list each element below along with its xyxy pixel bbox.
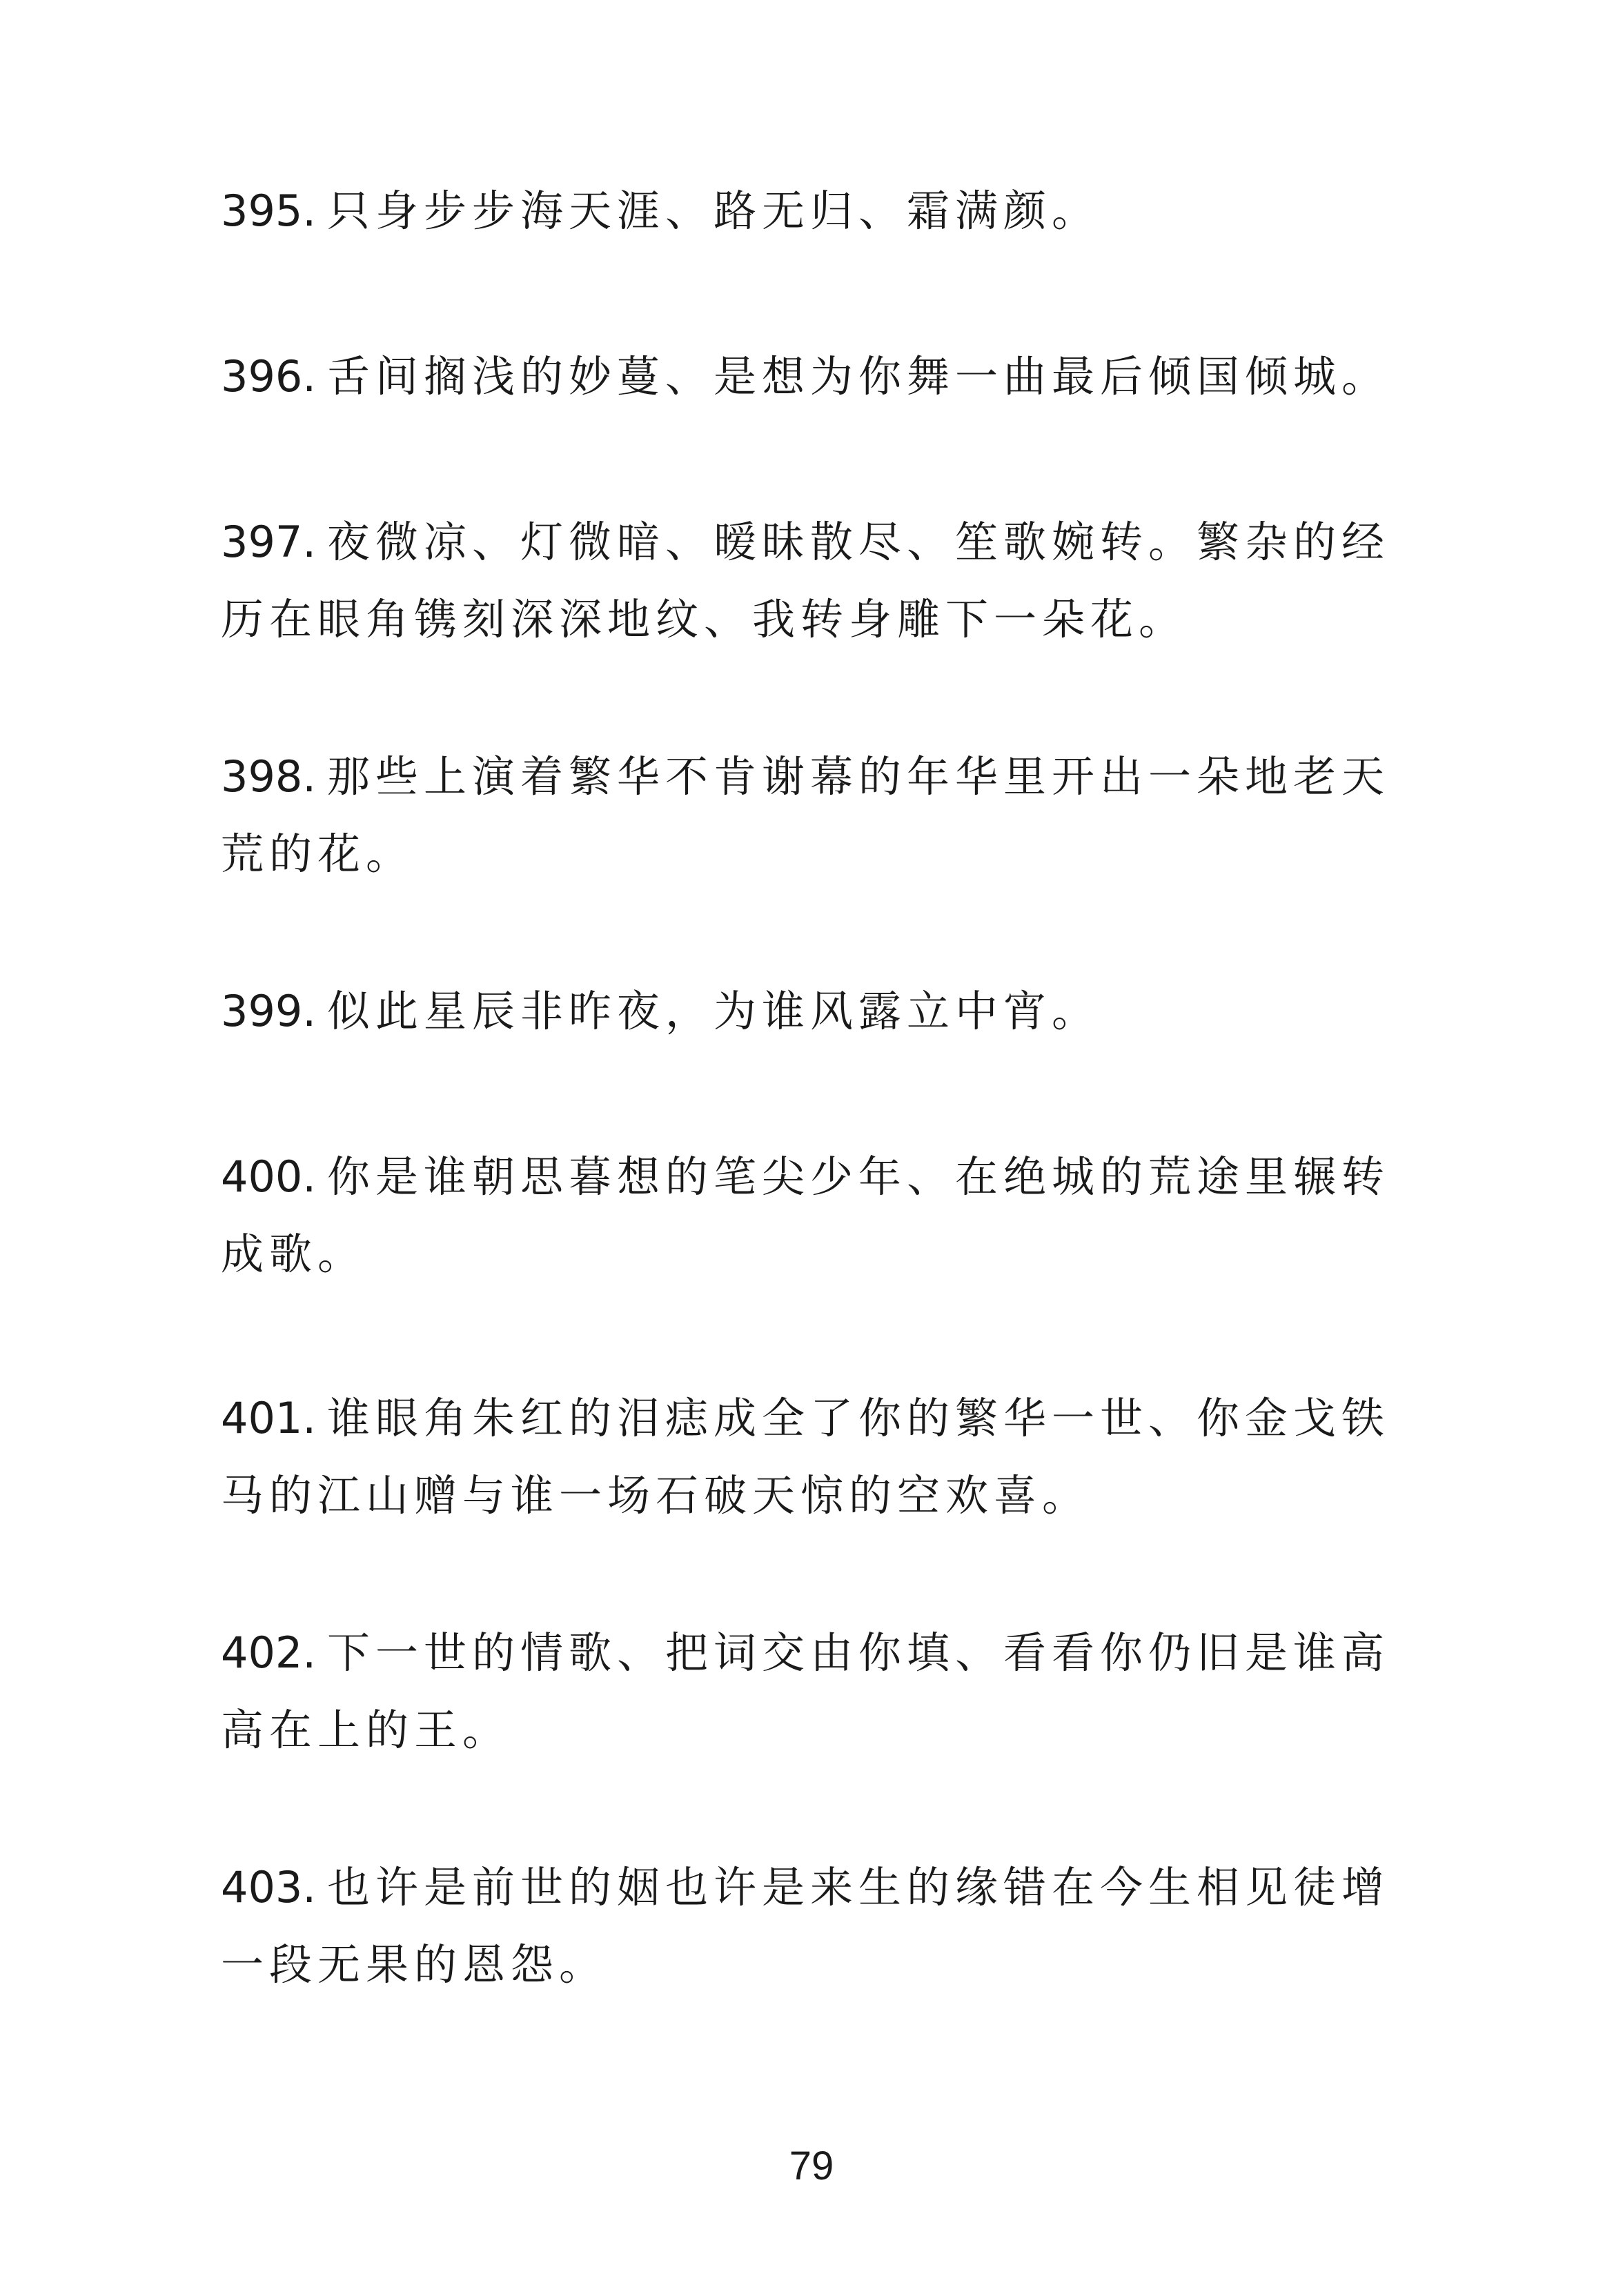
entry-number: 400. [221,1151,317,1202]
entry-text: 舌间搁浅的妙蔓、是想为你舞一曲最后倾国倾城。 [327,351,1390,402]
entry-400 [221,1138,1435,1293]
entry-number: 397. [221,517,317,567]
entry-399 [221,973,1435,1050]
entry-text: 下一世的情歌、把词交由你填、看看你仍旧是谁高高在上的王。 [221,1627,1390,1755]
entry-text: 谁眼角朱红的泪痣成全了你的繁华一世、你金戈铁马的江山赠与谁一场石破天惊的空欢喜。 [221,1393,1390,1521]
entry-396 [221,338,1435,415]
entry-text: 也许是前世的姻也许是来生的缘错在今生相见徒增一段无果的恩怨。 [221,1862,1390,1990]
entry-number: 399. [221,986,317,1036]
entry-398 [221,738,1435,893]
entry-number: 401. [221,1393,317,1443]
entry-403 [221,1849,1435,2003]
entry-text: 夜微凉、灯微暗、暧昧散尽、笙歌婉转。繁杂的经历在眼角镌刻深深地纹、我转身雕下一朵花。 [221,517,1390,644]
entry-text: 只身步步海天涯、路无归、霜满颜。 [327,186,1101,236]
entry-397 [221,504,1435,658]
entry-402 [221,1614,1435,1769]
entry-number: 403. [221,1862,317,1912]
page-number: 79 [789,2144,834,2188]
entry-text: 似此星辰非昨夜，为谁风露立中宵。 [327,986,1101,1036]
entry-number: 402. [221,1627,317,1678]
entry-text: 你是谁朝思暮想的笔尖少年、在绝城的荒途里辗转成歌。 [221,1151,1390,1279]
entry-number: 395. [221,186,317,236]
entry-number: 398. [221,751,317,802]
entry-401 [221,1380,1435,1534]
entry-number: 396. [221,351,317,402]
entry-395 [221,172,1435,250]
entry-text: 那些上演着繁华不肯谢幕的年华里开出一朵地老天荒的花。 [221,751,1390,879]
